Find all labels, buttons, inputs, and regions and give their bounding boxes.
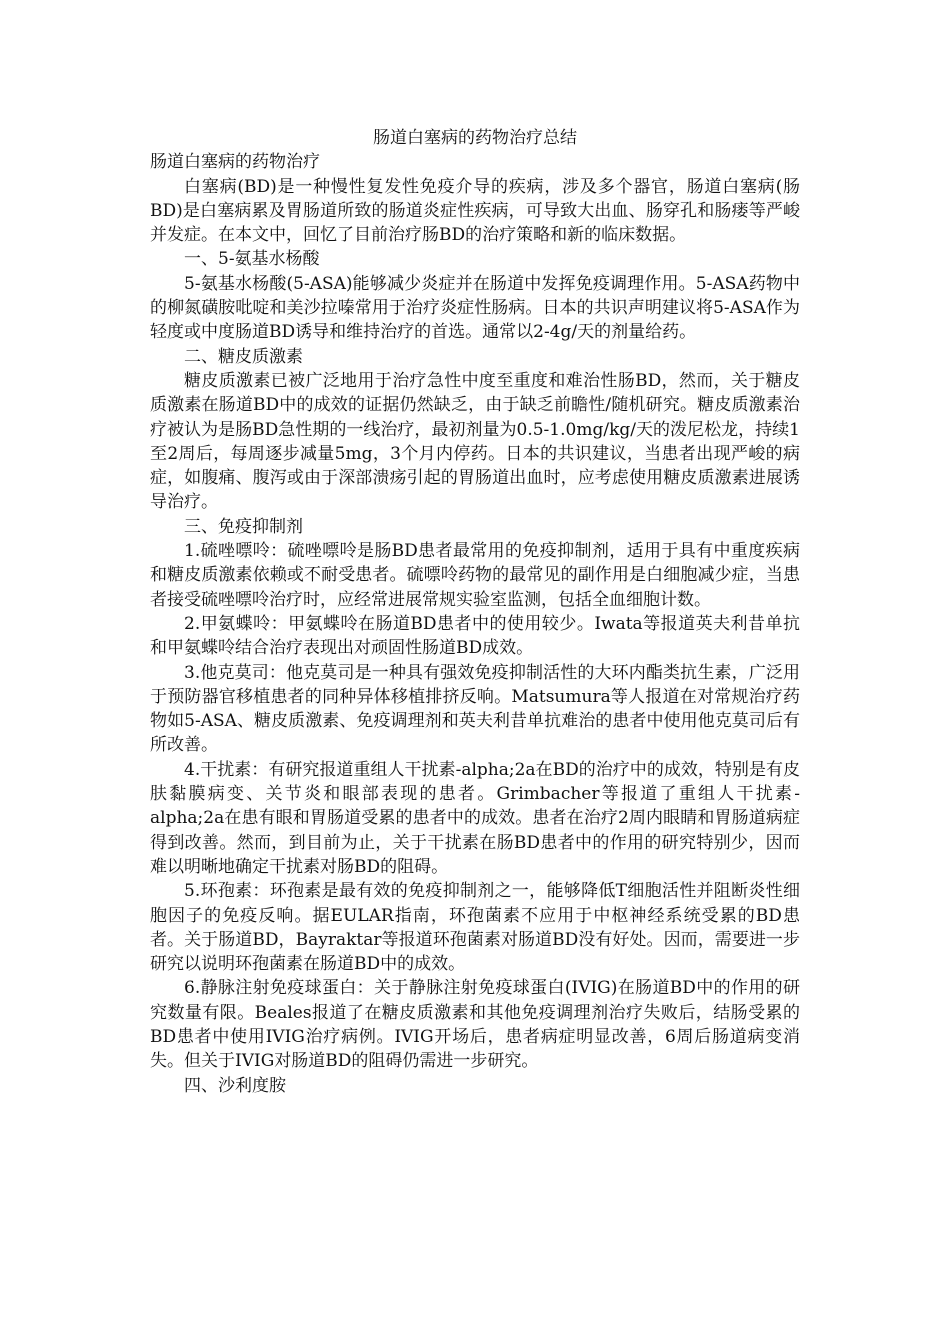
document-subtitle: 肠道白塞病的药物治疗 xyxy=(150,152,320,173)
paragraph-methotrexate: 2.甲氨蝶呤：甲氨蝶呤在肠道BD患者中的使用较少。Iwata等报道英夫利昔单抗和甲氨蝶呤结合治疗表现出对顽固性肠道BD成效。 xyxy=(150,613,800,659)
paragraph-5asa: 5-氨基水杨酸(5-ASA)能够减少炎症并在肠道中发挥免疫调理作用。5-ASA药物中的柳氮磺胺吡啶和美沙拉嗪常用于治疗炎症性肠病。日本的共识声明建议将5-ASA作为轻度或中度肠道BD诱导和维持治疗的首选。通常以2-4g/天的剂量给药。 xyxy=(150,273,800,343)
paragraph-interferon: 4.干扰素：有研究报道重组人干扰素-alpha;2a在BD的治疗中的成效，特别是有皮肤黏膜病变、关节炎和眼部表现的患者。Grimbacher等报道了重组人干扰素-alpha;2a在患有眼和胃肠道受累的患者中的成效。患者在治疗2周内眼睛和胃肠道病症得到改善。然而，到目前为止，关于干扰素在肠BD患者中的作用的研究特别少，因而难以明晰地确定干扰素对肠BD的阻碍。 xyxy=(150,759,800,877)
paragraph-cyclosporine: 5.环孢素：环孢素是最有效的免疫抑制剂之一，能够降低T细胞活性并阻断炎性细胞因子的免疫反响。据EULAR指南，环孢菌素不应用于中枢神经系统受累的BD患者。关于肠道BD，Bayraktar等报道环孢菌素对肠道BD没有好处。因而，需要进一步研究以说明环孢菌素在肠道BD中的成效。 xyxy=(150,881,800,975)
paragraph-tacrolimus: 3.他克莫司：他克莫司是一种具有强效免疫抑制活性的大环内酯类抗生素，广泛用于预防器官移植患者的同种异体移植排挤反响。Matsumura等人报道在对常规治疗药物如5-ASA、糖皮质激素、免疫调理剂和英夫利昔单抗难治的患者中使用他克莫司后有所改善。 xyxy=(150,662,800,756)
intro-paragraph: 白塞病(BD)是一种慢性复发性免疫介导的疾病，涉及多个器官，肠道白塞病(肠BD)是白塞病累及胃肠道所致的肠道炎症性疾病，可导致大出血、肠穿孔和肠瘘等严峻并发症。在本文中，回忆了目前治疗肠BD的治疗策略和新的临床数据。 xyxy=(150,176,800,246)
document-title: 肠道白塞病的药物治疗总结 xyxy=(373,128,577,148)
section-heading-glucocorticoids: 二、糖皮质激素 xyxy=(184,346,303,367)
section-heading-immunosuppressants: 三、免疫抑制剂 xyxy=(184,516,303,537)
paragraph-glucocorticoids: 糖皮质激素已被广泛地用于治疗急性中度至重度和难治性肠BD，然而，关于糖皮质激素在肠道BD中的成效的证据仍然缺乏，由于缺乏前瞻性/随机研究。糖皮质激素治疗被认为是肠BD急性期的一线治疗，最初剂量为0.5-1.0mg/kg/天的泼尼松龙，持续1至2周后，每周逐步减量5mg，3个月内停药。日本的共识建议，当患者出现严峻的病症，如腹痛、腹泻或由于深部溃疡引起的胃肠道出血时，应考虑使用糖皮质激素进展诱导治疗。 xyxy=(150,370,800,513)
paragraph-ivig: 6.静脉注射免疫球蛋白：关于静脉注射免疫球蛋白(IVIG)在肠道BD中的作用的研究数量有限。Beales报道了在糖皮质激素和其他免疫调理剂治疗失败后，结肠受累的BD患者中使用IVIG治疗病例。IVIG开场后，患者病症明显改善，6周后肠道病变消失。但关于IVIG对肠道BD的阻碍仍需进一步研究。 xyxy=(150,978,800,1072)
section-heading-5asa: 一、5-氨基水杨酸 xyxy=(184,249,320,270)
section-heading-thalidomide: 四、沙利度胺 xyxy=(184,1075,286,1096)
paragraph-azathioprine: 1.硫唑嘌呤：硫唑嘌呤是肠BD患者最常用的免疫抑制剂，适用于具有中重度疾病和糖皮质激素依赖或不耐受患者。硫嘌呤药物的最常见的副作用是白细胞减少症，当患者接受硫唑嘌呤治疗时，应经常进展常规实验室监测，包括全血细胞计数。 xyxy=(150,541,800,610)
document-page xyxy=(150,126,800,1098)
